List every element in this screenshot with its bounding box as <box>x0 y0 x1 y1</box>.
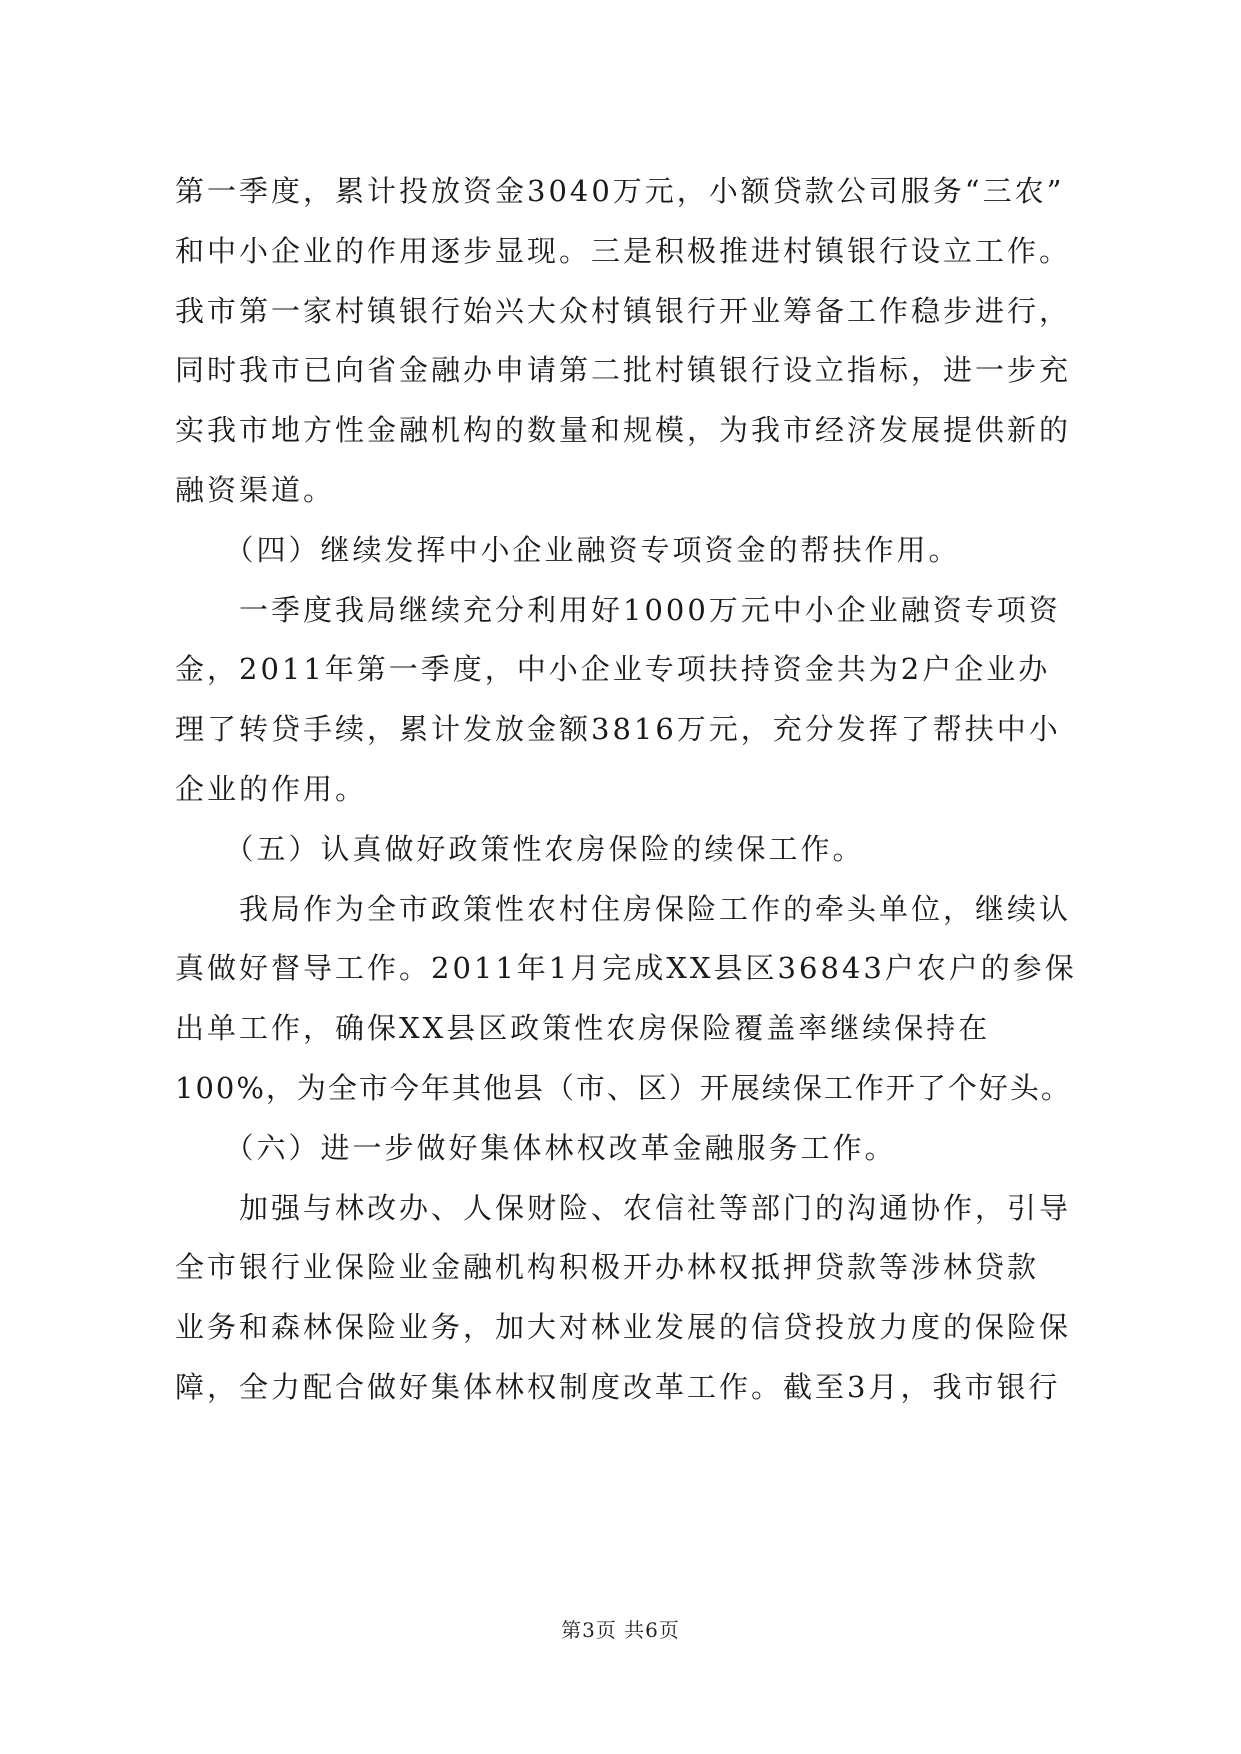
text-line: 理了转贷手续，累计发放金额3816万元，充分发挥了帮扶中小 <box>175 712 1061 747</box>
text-line: 真做好督导工作。2011年1月完成XX县区36843户农户的参保 <box>175 951 1077 986</box>
text-line: 实我市地方性金融机构的数量和规模，为我市经济发展提供新的 <box>175 413 1072 448</box>
text-line: 全市银行业保险业金融机构积极开办林权抵押贷款等涉林贷款 <box>175 1250 1040 1285</box>
text-line: 同时我市已向省金融办申请第二批村镇银行设立指标，进一步充 <box>175 353 1072 388</box>
body-text <box>175 162 1080 1418</box>
section-heading: （五）认真做好政策性农房保险的续保工作。 <box>175 831 865 866</box>
text-line: 企业的作用。 <box>175 771 368 806</box>
text-line: 出单工作，确保XX县区政策性农房保险覆盖率继续保持在 <box>175 1011 991 1046</box>
text-line: 我局作为全市政策性农村住房保险工作的牵头单位，继续认 <box>175 891 1072 926</box>
text-line: 和中小企业的作用逐步显现。三是积极推进村镇银行设立工作。 <box>175 233 1072 268</box>
text-line: 业务和森林保险业务，加大对林业发展的信贷投放力度的保险保 <box>175 1310 1072 1345</box>
text-line: 100%，为全市今年其他县（市、区）开展续保工作开了个好头。 <box>175 1070 1072 1105</box>
text-line: 加强与林改办、人保财险、农信社等部门的沟通协作，引导 <box>175 1190 1072 1225</box>
text-line: 一季度我局继续充分利用好1000万元中小企业融资专项资 <box>175 592 1061 627</box>
text-line: 第一季度，累计投放资金3040万元，小额贷款公司服务“三农” <box>175 174 1065 208</box>
text-line: 融资渠道。 <box>175 472 336 507</box>
section-heading: （六）进一步做好集体林权改革金融服务工作。 <box>175 1130 897 1165</box>
page-number-footer: 第3页 共6页 <box>561 1618 680 1642</box>
text-line: 障，全力配合做好集体林权制度改革工作。截至3月，我市银行 <box>175 1369 1061 1404</box>
section-heading: （四）继续发挥中小企业融资专项资金的帮扶作用。 <box>175 532 961 567</box>
text-line: 我市第一家村镇银行始兴大众村镇银行开业筹备工作稳步进行， <box>175 293 1072 328</box>
text-line: 金，2011年第一季度，中小企业专项扶持资金共为2户企业办 <box>175 652 1051 687</box>
